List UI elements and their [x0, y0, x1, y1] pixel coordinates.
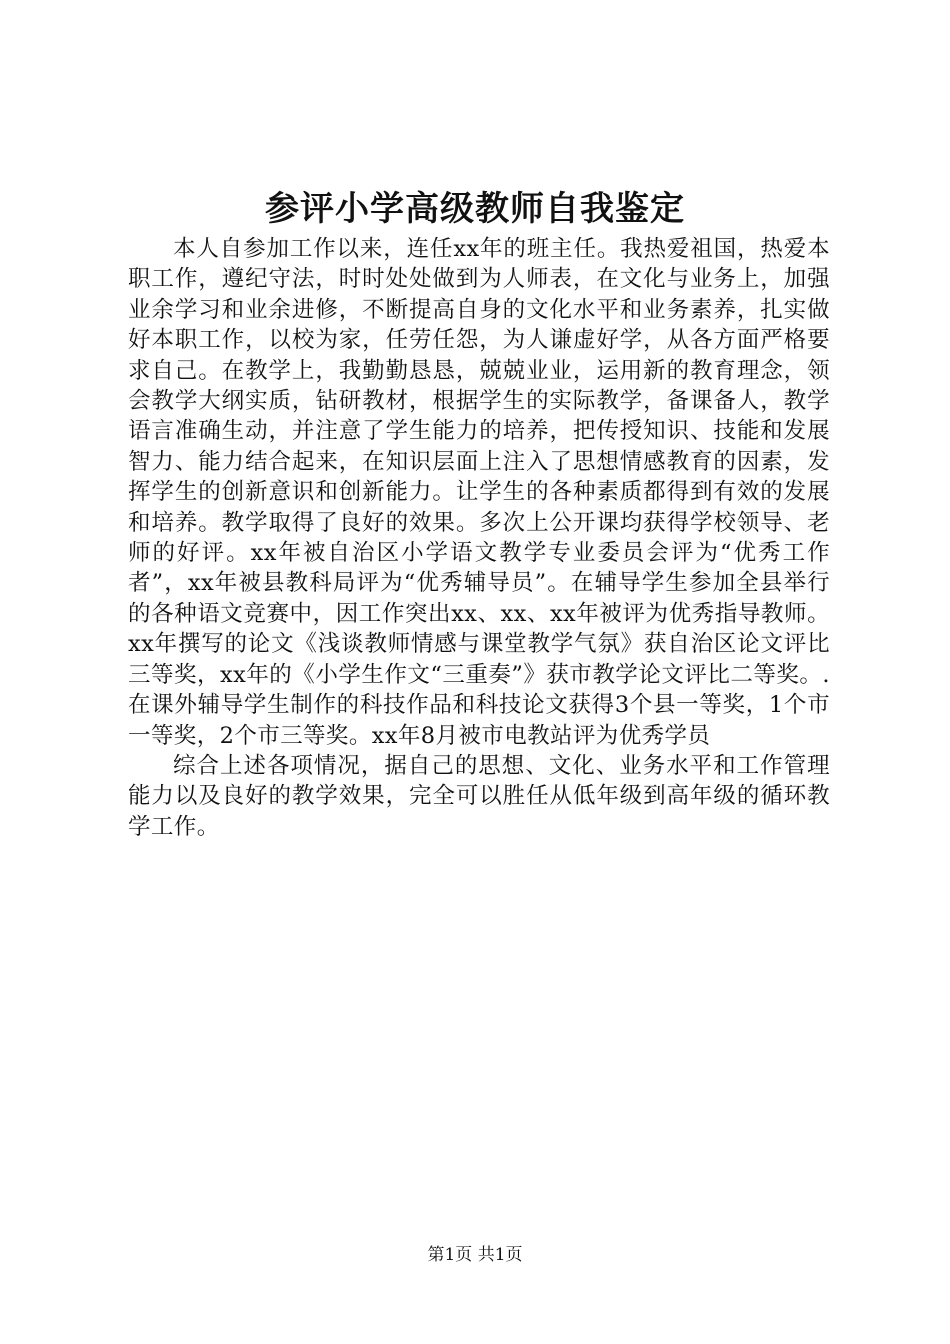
- document-title: 参评小学高级教师自我鉴定: [265, 189, 685, 229]
- document-body: [128, 234, 830, 842]
- body-paragraph: 综合上述各项情况，据自己的思想、文化、业务水平和工作管理能力以及良好的教学效果，完全可以胜任从低年级到高年级的循环教学工作。: [128, 752, 830, 840]
- page-footer: 第1页 共1页: [427, 1245, 523, 1265]
- body-paragraph: 本人自参加工作以来，连任xx年的班主任。我热爱祖国，热爱本职工作，遵纪守法，时时处处做到为人师表，在文化与业务上，加强业余学习和业余进修，不断提高自身的文化水平和业务素养，扎实做好本职工作，以校为家，任劳任怨，为人谦虚好学，从各方面严格要求自己。在教学上，我勤勤恳恳，兢兢业业，运用新的教育理念，领会教学大纲实质，钻研教材，根据学生的实际教学，备课备人，教学语言准确生动，并注意了学生能力的培养，把传授知识、技能和发展智力、能力结合起来，在知识层面上注入了思想情感教育的因素，发挥学生的创新意识和创新能力。让学生的各种素质都得到有效的发展和培养。教学取得了良好的效果。多次上公开课均获得学校领导、老师的好评。xx年被自治区小学语文教学专业委员会评为“优秀工作者”，xx年被县教科局评为“优秀辅导员”。在辅导学生参加全县举行的各种语文竞赛中，因工作突出xx、xx、xx年被评为优秀指导教师。xx年撰写的论文《浅谈教师情感与课堂教学气氛》获自治区论文评比三等奖，xx年的《小学生作文“三重奏”》获市教学论文评比二等奖。.在课外辅导学生制作的科技作品和科技论文获得3个县一等奖，1个市一等奖，2个市三等奖。xx年8月被市电教站评为优秀学员: [128, 236, 830, 749]
